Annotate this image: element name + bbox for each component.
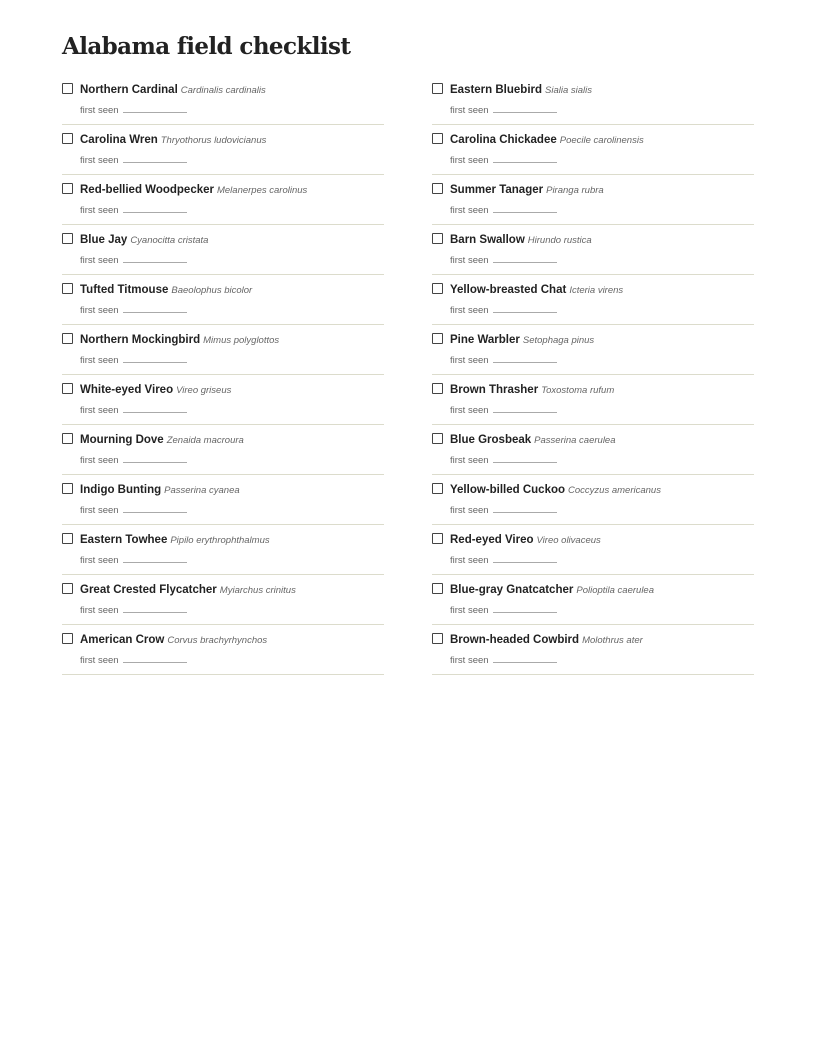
first-seen-field[interactable] xyxy=(493,403,557,413)
common-name: Great Crested Flycatcher xyxy=(80,584,217,596)
checklist-item xyxy=(432,625,754,675)
first-seen-field[interactable] xyxy=(123,603,187,613)
species-checkbox[interactable] xyxy=(62,233,73,244)
common-name: Eastern Bluebird xyxy=(450,84,543,96)
first-seen-field[interactable] xyxy=(123,103,187,113)
species-checkbox[interactable] xyxy=(62,83,73,94)
common-name: Blue Grosbeak xyxy=(450,434,532,446)
checklist-item xyxy=(432,375,754,425)
scientific-name: Sialia sialis xyxy=(545,85,593,96)
first-seen-label: first seen xyxy=(450,355,489,366)
checklist-item xyxy=(62,75,384,125)
first-seen-label: first seen xyxy=(80,205,119,216)
common-name: Eastern Towhee xyxy=(80,534,168,546)
checklist-item xyxy=(432,325,754,375)
species-checkbox[interactable] xyxy=(432,83,443,94)
species-checkbox[interactable] xyxy=(62,583,73,594)
scientific-name: Vireo griseus xyxy=(176,385,232,396)
first-seen-field[interactable] xyxy=(123,553,187,563)
first-seen-field[interactable] xyxy=(123,303,187,313)
common-name: Blue-gray Gnatcatcher xyxy=(450,584,574,596)
scientific-name: Piranga rubra xyxy=(546,185,604,196)
species-checkbox[interactable] xyxy=(62,283,73,294)
species-checkbox[interactable] xyxy=(62,483,73,494)
checklist-item xyxy=(62,525,384,575)
first-seen-field[interactable] xyxy=(493,303,557,313)
first-seen-label: first seen xyxy=(80,455,119,466)
first-seen-field[interactable] xyxy=(123,653,187,663)
species-checkbox[interactable] xyxy=(432,333,443,344)
first-seen-label: first seen xyxy=(80,255,119,266)
checklist-item xyxy=(432,125,754,175)
species-checkbox[interactable] xyxy=(62,333,73,344)
first-seen-label: first seen xyxy=(450,555,489,566)
common-name: Tufted Titmouse xyxy=(80,284,169,296)
checklist-item xyxy=(62,225,384,275)
first-seen-label: first seen xyxy=(80,305,119,316)
common-name: Brown-headed Cowbird xyxy=(450,634,580,646)
scientific-name: Cyanocitta cristata xyxy=(130,235,209,246)
common-name: Brown Thrasher xyxy=(450,384,539,396)
checklist-item xyxy=(62,125,384,175)
first-seen-label: first seen xyxy=(80,505,119,516)
first-seen-field[interactable] xyxy=(123,403,187,413)
first-seen-field[interactable] xyxy=(493,603,557,613)
first-seen-label: first seen xyxy=(450,505,489,516)
common-name: Summer Tanager xyxy=(450,184,544,196)
common-name: Indigo Bunting xyxy=(80,484,162,496)
checklist-item xyxy=(432,575,754,625)
species-checkbox[interactable] xyxy=(62,433,73,444)
species-checkbox[interactable] xyxy=(62,533,73,544)
first-seen-field[interactable] xyxy=(493,503,557,513)
species-checkbox[interactable] xyxy=(432,533,443,544)
species-checkbox[interactable] xyxy=(432,233,443,244)
common-name: Yellow-billed Cuckoo xyxy=(450,484,566,496)
checklist-item xyxy=(62,325,384,375)
first-seen-field[interactable] xyxy=(123,453,187,463)
common-name: Yellow-breasted Chat xyxy=(450,284,567,296)
first-seen-field[interactable] xyxy=(123,503,187,513)
scientific-name: Hirundo rustica xyxy=(527,235,592,246)
scientific-name: Zenaida macroura xyxy=(166,435,244,446)
first-seen-field[interactable] xyxy=(493,253,557,263)
common-name: Barn Swallow xyxy=(450,234,525,246)
first-seen-field[interactable] xyxy=(493,103,557,113)
checklist-item xyxy=(62,375,384,425)
species-checkbox[interactable] xyxy=(432,383,443,394)
first-seen-label: first seen xyxy=(80,355,119,366)
first-seen-field[interactable] xyxy=(123,353,187,363)
scientific-name: Corvus brachyrhynchos xyxy=(167,635,268,646)
scientific-name: Thryothorus ludovicianus xyxy=(160,135,267,146)
common-name: Red-eyed Vireo xyxy=(450,534,534,546)
common-name: Blue Jay xyxy=(80,234,128,246)
scientific-name: Baeolophus bicolor xyxy=(171,285,253,296)
species-checkbox[interactable] xyxy=(432,433,443,444)
first-seen-label: first seen xyxy=(80,105,119,116)
first-seen-field[interactable] xyxy=(493,153,557,163)
first-seen-label: first seen xyxy=(80,155,119,166)
scientific-name: Toxostoma rufum xyxy=(541,385,615,396)
scientific-name: Passerina caerulea xyxy=(534,435,616,446)
checklist-column-right xyxy=(432,75,754,675)
scientific-name: Melanerpes carolinus xyxy=(216,185,308,196)
species-checkbox[interactable] xyxy=(432,133,443,144)
species-checkbox[interactable] xyxy=(62,133,73,144)
checklist-item xyxy=(62,275,384,325)
scientific-name: Cardinalis cardinalis xyxy=(180,85,266,96)
checklist-item xyxy=(432,475,754,525)
first-seen-field[interactable] xyxy=(123,203,187,213)
checklist-item xyxy=(432,75,754,125)
first-seen-field[interactable] xyxy=(493,203,557,213)
checklist-column-left xyxy=(62,75,384,675)
common-name: Mourning Dove xyxy=(80,434,164,446)
first-seen-label: first seen xyxy=(80,605,119,616)
common-name: Red-bellied Woodpecker xyxy=(80,184,214,196)
first-seen-field[interactable] xyxy=(493,653,557,663)
scientific-name: Setophaga pinus xyxy=(522,335,595,346)
checklist-item xyxy=(62,475,384,525)
common-name: Carolina Chickadee xyxy=(450,134,557,146)
checklist-item xyxy=(62,625,384,675)
scientific-name: Coccyzus americanus xyxy=(568,485,661,496)
species-checkbox[interactable] xyxy=(432,283,443,294)
common-name: American Crow xyxy=(80,634,165,646)
species-checkbox[interactable] xyxy=(432,633,443,644)
first-seen-label: first seen xyxy=(450,105,489,116)
checklist-item xyxy=(432,525,754,575)
scientific-name: Pipilo erythrophthalmus xyxy=(170,535,270,546)
species-checkbox[interactable] xyxy=(62,383,73,394)
checklist-item xyxy=(432,225,754,275)
first-seen-field[interactable] xyxy=(493,353,557,363)
first-seen-label: first seen xyxy=(450,655,489,666)
scientific-name: Mimus polyglottos xyxy=(203,335,280,346)
first-seen-label: first seen xyxy=(80,405,119,416)
common-name: Carolina Wren xyxy=(80,134,158,146)
common-name: Northern Mockingbird xyxy=(80,334,201,346)
species-checkbox[interactable] xyxy=(432,183,443,194)
scientific-name: Icteria virens xyxy=(569,285,624,296)
checklist-item xyxy=(432,425,754,475)
checklist-item xyxy=(62,425,384,475)
first-seen-field[interactable] xyxy=(493,553,557,563)
species-checkbox[interactable] xyxy=(432,583,443,594)
checklist-item xyxy=(432,275,754,325)
first-seen-label: first seen xyxy=(450,205,489,216)
scientific-name: Myiarchus crinitus xyxy=(219,585,296,596)
checklist-item xyxy=(62,175,384,225)
first-seen-label: first seen xyxy=(450,405,489,416)
common-name: Pine Warbler xyxy=(450,334,520,346)
first-seen-field[interactable] xyxy=(493,453,557,463)
scientific-name: Passerina cyanea xyxy=(164,485,240,496)
first-seen-label: first seen xyxy=(450,155,489,166)
page-title: Alabama field checklist xyxy=(62,33,351,60)
species-checkbox[interactable] xyxy=(432,483,443,494)
first-seen-label: first seen xyxy=(450,255,489,266)
scientific-name: Molothrus ater xyxy=(582,635,643,646)
first-seen-field[interactable] xyxy=(123,253,187,263)
first-seen-field[interactable] xyxy=(123,153,187,163)
scientific-name: Vireo olivaceus xyxy=(536,535,601,546)
scientific-name: Poecile carolinensis xyxy=(559,135,644,146)
first-seen-label: first seen xyxy=(80,555,119,566)
common-name: White-eyed Vireo xyxy=(80,384,174,396)
checklist-item xyxy=(62,575,384,625)
species-checkbox[interactable] xyxy=(62,183,73,194)
first-seen-label: first seen xyxy=(80,655,119,666)
first-seen-label: first seen xyxy=(450,305,489,316)
scientific-name: Polioptila caerulea xyxy=(576,585,654,596)
checklist-item xyxy=(432,175,754,225)
first-seen-label: first seen xyxy=(450,455,489,466)
common-name: Northern Cardinal xyxy=(80,84,178,96)
first-seen-label: first seen xyxy=(450,605,489,616)
species-checkbox[interactable] xyxy=(62,633,73,644)
